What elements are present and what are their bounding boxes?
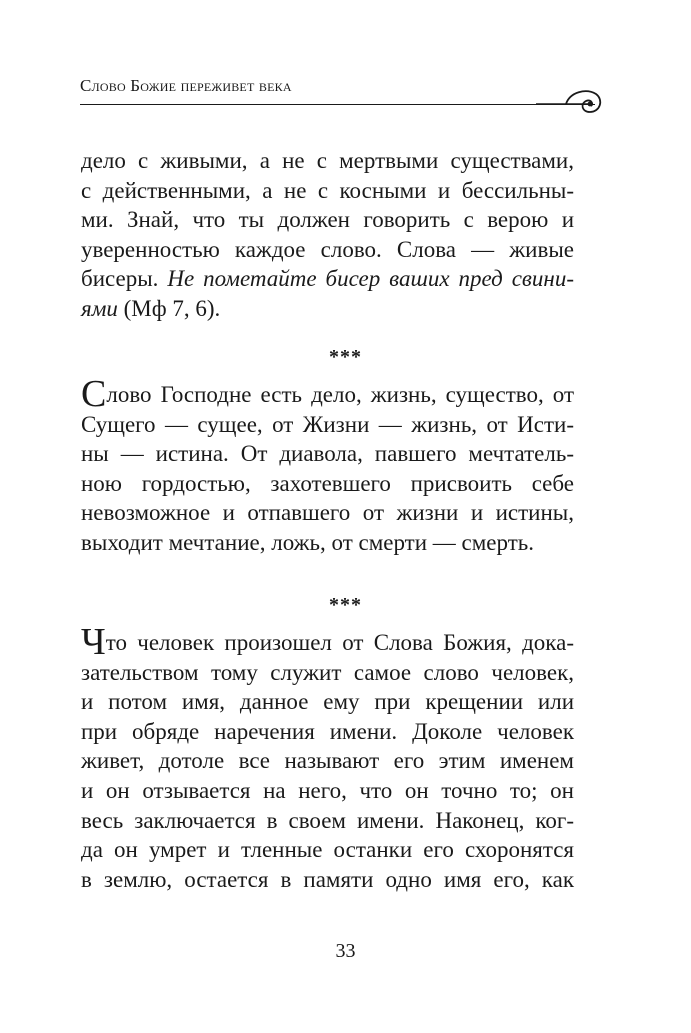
section-separator: ***	[329, 346, 362, 368]
text-run: то человек произошел от Слова Божия, дока-	[105, 630, 574, 655]
text-line: да он умрет и тленные останки его схоронятся	[81, 837, 574, 863]
paragraph-1	[81, 146, 574, 324]
text-line	[81, 373, 574, 415]
text-line: зательством тому служит самое слово человек,	[81, 659, 574, 685]
text-line	[81, 621, 574, 663]
section-separator: ***	[329, 594, 362, 616]
text-line: невозможное и отпавшего от жизни и истины,	[81, 500, 574, 526]
text-line: ною гордостью, захотевшего присвоить себе	[81, 470, 574, 496]
text-line: Сущего — сущее, от Жизни — жизнь, от Исти-	[81, 411, 574, 437]
text-line: с действенными, а не с косными и бессильны-	[81, 177, 574, 203]
drop-cap: С	[81, 373, 107, 415]
scroll-curl-ornament-icon	[536, 82, 606, 116]
drop-cap: Ч	[81, 621, 106, 663]
text-line: при обряде наречения имени. Доколе человек	[81, 718, 574, 744]
text-line	[81, 264, 574, 294]
text-run: лово Господне есть дело, жизнь, существо, от	[106, 382, 574, 407]
paragraph-2	[81, 373, 574, 558]
text-run: бисеры.	[81, 266, 168, 292]
text-line: дело с живыми, а не с мертвыми существами,	[81, 148, 574, 173]
text-line: ми. Знай, что ты должен говорить с верою и	[81, 207, 574, 233]
running-header	[80, 70, 606, 110]
scripture-quote: ями	[81, 295, 118, 321]
header-rule	[80, 104, 595, 105]
scripture-reference: (Мф 7, 6).	[117, 295, 221, 321]
scripture-quote: Не пометайте бисер ваших пред свини-	[167, 266, 574, 292]
text-line: уверенностью каждое слово. Слова — живые	[81, 236, 574, 262]
text-line: живет, дотоле все называют его этим именем	[81, 748, 574, 774]
text-line: в землю, остается в памяти одно имя его, как	[81, 866, 574, 892]
text-line	[81, 294, 574, 324]
text-line: весь заключается в своем имени. Наконец, ког-	[81, 807, 574, 833]
running-header-title: Слово Божие переживет века	[80, 76, 292, 95]
text-line: и он отзывается на него, что он точно то; он	[81, 777, 574, 803]
page-number: 33	[335, 940, 356, 962]
text-line: и потом имя, данное ему при крещении или	[81, 689, 574, 715]
paragraph-3	[81, 621, 574, 894]
text-line: выходит мечтание, ложь, от смерти — смерть.	[81, 529, 534, 555]
text-line: ны — истина. От диавола, павшего мечтатель-	[81, 441, 574, 467]
